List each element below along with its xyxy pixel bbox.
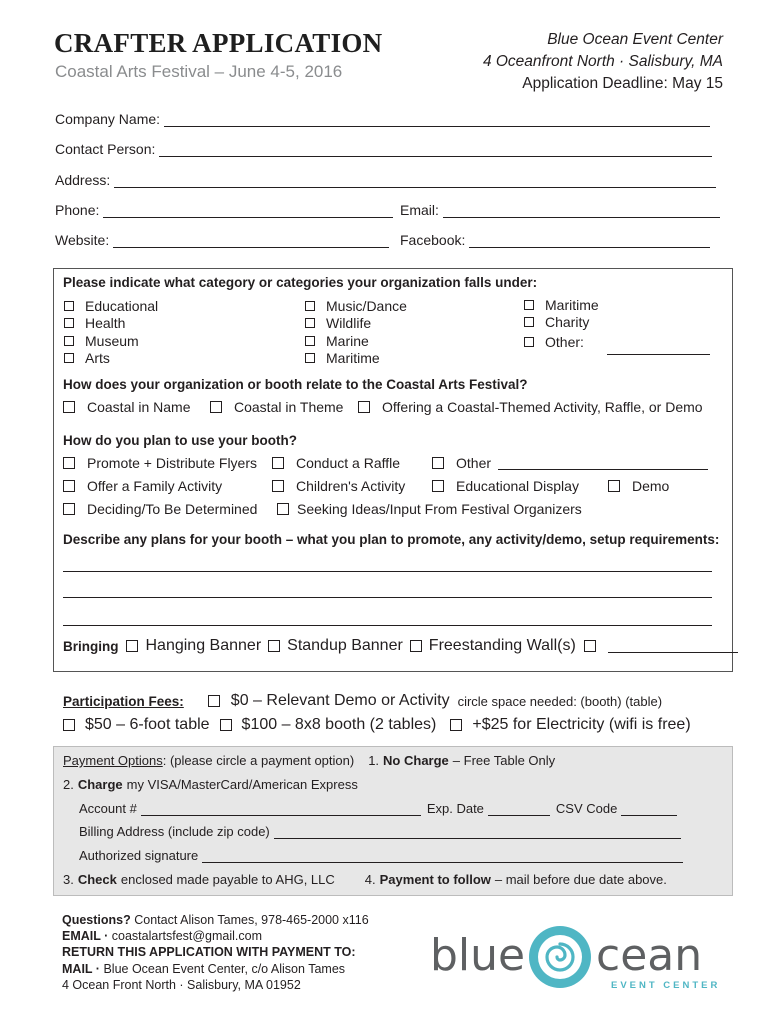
facebook-field[interactable] — [400, 232, 710, 248]
checkbox[interactable] — [305, 301, 315, 311]
describe-line-2[interactable] — [63, 597, 712, 598]
website-line[interactable] — [113, 233, 389, 248]
csv-label: CSV Code — [555, 801, 618, 816]
application-deadline: Application Deadline: May 15 — [522, 75, 723, 92]
bringing-row — [63, 637, 738, 655]
payment-opt2-rest: my VISA/MasterCard/American Express — [126, 777, 358, 792]
category-wildlife[interactable] — [305, 315, 371, 331]
checkbox[interactable] — [305, 336, 315, 346]
checkbox-fee-100[interactable] — [220, 719, 232, 731]
spiral-shell-icon — [527, 924, 593, 990]
option-label: Museum — [85, 333, 139, 349]
logo-tagline: EVENT CENTER — [611, 980, 721, 991]
option-label: Marine — [326, 333, 369, 349]
return-line: RETURN THIS APPLICATION WITH PAYMENT TO: — [62, 945, 356, 960]
category-educational[interactable] — [64, 298, 158, 314]
option-label: Children's Activity — [296, 478, 406, 494]
booth-use-raffle[interactable] — [272, 455, 400, 471]
form-subtitle: Coastal Arts Festival – June 4-5, 2016 — [55, 62, 343, 81]
account-label: Account # — [79, 801, 137, 816]
category-music-dance[interactable] — [305, 298, 407, 314]
signature-field[interactable] — [202, 850, 683, 863]
fee-electricity-label: +$25 for Electricity (wifi is free) — [472, 716, 691, 733]
circle-space-note: circle space needed: (booth) (table) — [457, 693, 663, 709]
logo-word-blue: blue — [430, 930, 526, 981]
option-label: Coastal in Theme — [234, 399, 344, 415]
option-label: Offering a Coastal-Themed Activity, Raffle, or Demo — [382, 399, 703, 415]
checkbox[interactable] — [64, 353, 74, 363]
checkbox[interactable] — [63, 480, 75, 492]
booth-use-demo[interactable] — [608, 478, 669, 494]
fees-label: Participation Fees: — [63, 693, 184, 709]
checkbox[interactable] — [608, 480, 620, 492]
checkbox[interactable] — [64, 318, 74, 328]
phone-field[interactable] — [55, 202, 393, 218]
logo-word-cean: cean — [596, 930, 703, 981]
signature-line — [79, 848, 683, 863]
payment-opt2-num: 2. — [63, 777, 74, 792]
venue-block — [483, 29, 723, 95]
billing-label: Billing Address (include zip code) — [79, 824, 270, 839]
phone-label: Phone: — [55, 202, 100, 218]
booth-use-family-activity[interactable] — [63, 478, 222, 494]
describe-line-1[interactable] — [63, 571, 712, 572]
contact-person-field[interactable] — [55, 141, 712, 157]
relation-coastal-activity[interactable] — [358, 399, 703, 415]
booth-use-childrens-activity[interactable] — [272, 478, 405, 494]
venue-name: Blue Ocean Event Center — [547, 31, 723, 48]
account-field[interactable] — [141, 803, 421, 816]
checkbox[interactable] — [305, 318, 315, 328]
address-label: Address: — [55, 172, 111, 188]
email-label: Email: — [400, 202, 439, 218]
signature-label: Authorized signature — [79, 848, 199, 863]
option-label: Charity — [545, 314, 590, 330]
checkbox[interactable] — [272, 480, 284, 492]
option-label: Educational Display — [456, 478, 579, 494]
booth-use-tbd[interactable] — [63, 501, 257, 517]
relation-question: How does your organization or booth relate to the Coastal Arts Festival? — [63, 377, 528, 392]
describe-line-3[interactable] — [63, 625, 712, 626]
describe-question: Describe any plans for your booth – what you plan to promote, any activity/demo, setup requirements: — [63, 532, 720, 547]
email-address[interactable]: coastalartsfest@gmail.com — [111, 929, 263, 944]
fees-row-2 — [63, 716, 691, 734]
email-bold: EMAIL · — [62, 929, 109, 944]
checkbox[interactable] — [358, 401, 370, 413]
option-label: Other: — [545, 334, 584, 350]
company-name-label: Company Name: — [55, 111, 161, 127]
checkbox[interactable] — [64, 301, 74, 311]
questions-bold: Questions? — [62, 913, 131, 927]
venue-address: 4 Oceanfront North · Salisbury, MA — [482, 53, 723, 70]
phone-line[interactable] — [103, 203, 393, 218]
category-museum[interactable] — [64, 333, 139, 349]
payment-check-line — [63, 872, 667, 887]
facebook-label: Facebook: — [400, 232, 466, 248]
checkbox[interactable] — [524, 300, 534, 310]
option-label: Coastal in Name — [87, 399, 191, 415]
hanging-banner-label: Hanging Banner — [145, 637, 262, 654]
category-maritime-2[interactable] — [305, 350, 380, 366]
fees-row-1 — [63, 692, 662, 710]
freestanding-wall-label: Freestanding Wall(s) — [428, 637, 576, 654]
payment-opt2-bold: Charge — [77, 777, 123, 792]
relation-coastal-theme[interactable] — [210, 399, 343, 415]
option-label: Music/Dance — [326, 298, 407, 314]
category-question: Please indicate what category or categories your organization falls under: — [63, 275, 538, 290]
payment-charge-line — [63, 777, 358, 792]
billing-field[interactable] — [274, 826, 681, 839]
checkbox[interactable] — [432, 480, 444, 492]
facebook-line[interactable] — [469, 233, 710, 248]
booth-use-question: How do you plan to use your booth? — [63, 433, 297, 448]
checkbox[interactable] — [277, 503, 289, 515]
checkbox-fee-electricity[interactable] — [450, 719, 462, 731]
booth-use-other[interactable] — [432, 455, 491, 471]
payment-opt4-num: 4. — [364, 872, 376, 887]
booth-use-flyers[interactable] — [63, 455, 257, 471]
checkbox[interactable] — [272, 457, 284, 469]
category-marine[interactable] — [305, 333, 369, 349]
checkbox[interactable] — [524, 317, 534, 327]
bringing-label: Bringing — [63, 638, 119, 654]
fee-50-label: $50 – 6-foot table — [85, 716, 210, 733]
checkbox-freestanding-wall[interactable] — [410, 640, 422, 652]
payment-opt3-num: 3. — [63, 872, 74, 887]
category-other-line[interactable] — [607, 354, 710, 355]
checkbox[interactable] — [432, 457, 444, 469]
csv-field[interactable] — [621, 803, 677, 816]
mail-bold: MAIL · — [62, 961, 100, 976]
option-label: Arts — [85, 350, 110, 366]
payment-opt1-num: 1. — [368, 753, 380, 768]
payment-opt4-rest: – mail before due date above. — [494, 872, 667, 887]
billing-line — [79, 824, 681, 839]
fee-100-label: $100 – 8x8 booth (2 tables) — [241, 716, 437, 733]
mail-rest: Blue Ocean Event Center, c/o Alison Tames — [103, 961, 346, 976]
standup-banner-label: Standup Banner — [287, 637, 403, 654]
option-label: Educational — [85, 298, 159, 314]
option-label: Wildlife — [326, 315, 372, 331]
email-field[interactable] — [400, 202, 720, 218]
option-label: Deciding/To Be Determined — [87, 501, 258, 517]
contact-person-line[interactable] — [159, 142, 712, 157]
option-label: Promote + Distribute Flyers — [87, 455, 257, 471]
category-arts[interactable] — [64, 350, 110, 366]
contact-person-label: Contact Person: — [55, 141, 156, 157]
option-label: Other — [456, 455, 492, 471]
checkbox[interactable] — [63, 503, 75, 515]
questions-rest: Contact Alison Tames, 978-465-2000 x116 — [134, 913, 369, 927]
payment-opt3-rest: enclosed made payable to AHG, LLC — [120, 872, 335, 887]
address-line[interactable] — [114, 173, 716, 188]
category-other[interactable] — [524, 334, 584, 350]
payment-options-line — [63, 753, 555, 768]
mail-address: 4 Ocean Front North · Salisbury, MA 01952 — [62, 977, 301, 992]
booth-use-other-line[interactable] — [498, 469, 708, 470]
booth-use-seeking-ideas[interactable] — [277, 501, 582, 517]
checkbox[interactable] — [63, 401, 75, 413]
option-label: Maritime — [326, 350, 380, 366]
website-label: Website: — [55, 232, 110, 248]
checkbox-standup-banner[interactable] — [268, 640, 280, 652]
category-charity[interactable] — [524, 314, 589, 330]
fee-0-label: $0 – Relevant Demo or Activity — [230, 692, 450, 709]
payment-options-note: : (please circle a payment option) — [162, 753, 355, 768]
email-line[interactable] — [443, 203, 720, 218]
payment-opt3-bold: Check — [77, 872, 117, 887]
checkbox[interactable] — [210, 401, 222, 413]
payment-opt1-rest: – Free Table Only — [452, 753, 556, 768]
option-label: Demo — [632, 478, 670, 494]
checkbox-fee-50[interactable] — [63, 719, 75, 731]
option-label: Seeking Ideas/Input From Festival Organizers — [297, 501, 582, 517]
website-field[interactable] — [55, 232, 389, 248]
option-label: Health — [85, 315, 126, 331]
option-label: Offer a Family Activity — [87, 478, 223, 494]
bringing-other-line[interactable] — [608, 640, 738, 653]
company-name-field[interactable] — [55, 111, 710, 127]
option-label: Maritime — [545, 297, 599, 313]
checkbox[interactable] — [524, 337, 534, 347]
checkbox[interactable] — [305, 353, 315, 363]
company-name-line[interactable] — [164, 112, 710, 127]
checkbox-fee-0[interactable] — [208, 695, 220, 707]
exp-field[interactable] — [488, 803, 550, 816]
category-maritime[interactable] — [524, 297, 599, 313]
checkbox-hanging-banner[interactable] — [126, 640, 138, 652]
checkbox[interactable] — [63, 457, 75, 469]
exp-label: Exp. Date — [426, 801, 484, 816]
account-line — [79, 801, 677, 816]
payment-opt1-bold: No Charge — [383, 753, 449, 768]
booth-use-educational-display[interactable] — [432, 478, 579, 494]
option-label: Conduct a Raffle — [296, 455, 401, 471]
address-field[interactable] — [55, 172, 716, 188]
payment-options-label: Payment Options — [63, 753, 163, 768]
checkbox[interactable] — [64, 336, 74, 346]
checkbox-bringing-other[interactable] — [584, 640, 596, 652]
form-title: CRAFTER APPLICATION — [54, 28, 383, 58]
footer-contact — [62, 912, 369, 993]
payment-opt4-bold: Payment to follow — [379, 872, 491, 887]
category-health[interactable] — [64, 315, 125, 331]
relation-coastal-name[interactable] — [63, 399, 191, 415]
